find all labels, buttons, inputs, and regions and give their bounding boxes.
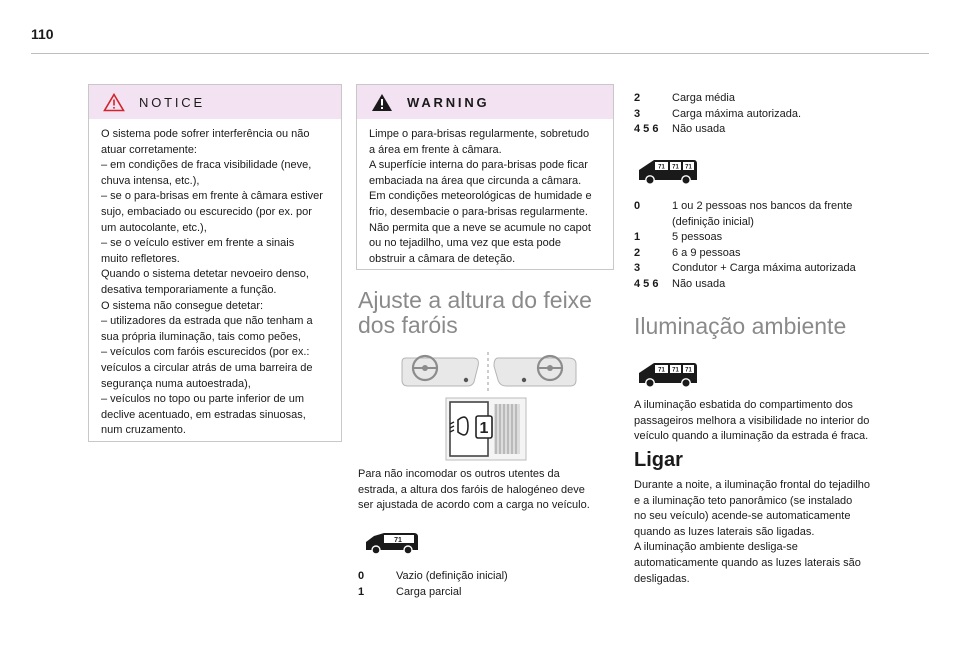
notice-line: declive acentuado, em estradas sinuosas,	[101, 408, 306, 421]
page-number: 110	[31, 26, 54, 42]
warning-line: frio, desembacie o para-brisas regularmente.	[369, 205, 588, 218]
headlamp-line: ser ajustada de acordo com a carga no veículo.	[358, 499, 590, 512]
notice-title: NOTICE	[139, 94, 205, 110]
right-steering-dashboard	[494, 356, 576, 386]
notice-line: Quando o sistema detetar nevoeiro denso,	[101, 268, 309, 281]
setting-key: 3	[634, 107, 641, 120]
minibus-icon	[636, 155, 700, 187]
switch-on-line: A iluminação ambiente desliga-se	[634, 541, 798, 554]
warning-line: obstruir a câmara de deteção.	[369, 252, 516, 265]
notice-line: segurança numa autoestrada),	[101, 377, 251, 390]
setting-value: 5 pessoas	[672, 231, 723, 244]
settings-list-b	[634, 199, 904, 293]
van-seat-label: 71	[685, 367, 692, 374]
switch-on-heading: Ligar	[634, 449, 683, 471]
setting-value: 6 a 9 pessoas	[672, 246, 741, 259]
switch-on-line: no seu veículo) acende-se automaticamente	[634, 510, 851, 523]
dashboard-illustration	[398, 346, 588, 462]
setting-value: Carga máxima autorizada.	[672, 107, 802, 120]
van-load-label: 71	[394, 537, 402, 544]
setting-value: Vazio (definição inicial)	[396, 570, 508, 582]
ambient-line: passageiros melhora a visibilidade no interior do	[634, 414, 870, 427]
warning-box	[356, 84, 614, 270]
notice-line: chuva intensa, etc.),	[101, 174, 200, 187]
setting-value: 1 ou 2 pessoas nos bancos da frente	[672, 200, 853, 212]
notice-line: – veículos com faróis escurecidos (por ex.:	[101, 346, 310, 359]
ambient-line: veículo quando a iluminação da estrada é fraca.	[634, 430, 869, 443]
setting-key: 0	[358, 570, 365, 582]
headlamp-height-dial	[446, 398, 526, 460]
van-seat-label: 71	[672, 164, 679, 171]
settings-list-a	[634, 91, 904, 138]
warning-line: embaciada na área que circunda a câmara.	[369, 174, 582, 187]
warning-line: a área em frente à câmara.	[369, 143, 502, 156]
switch-on-line: desligadas.	[634, 572, 690, 585]
notice-line: veículos a circular atrás de uma barreira de	[101, 361, 313, 374]
setting-key: 0	[634, 200, 641, 212]
notice-line: – se o para-brisas em frente à câmara estiver	[101, 190, 323, 203]
notice-line: desativa temporariamente a função.	[101, 283, 277, 296]
setting-value: Carga média	[672, 92, 735, 104]
setting-key: 2	[634, 92, 641, 104]
notice-line: sujo, embaciado ou escurecido (por ex. por	[101, 205, 312, 218]
notice-line: – veículos no topo ou parte inferior de um	[101, 393, 305, 406]
van-seat-label: 71	[685, 164, 692, 171]
notice-line: O sistema pode sofrer interferência ou não	[101, 128, 310, 140]
headlamp-heading	[358, 288, 618, 338]
warning-line: ou no tejadilho, uma vez que esta pode	[369, 237, 562, 250]
warning-triangle-icon	[371, 93, 393, 112]
notice-line: O sistema não consegue detetar:	[101, 299, 264, 312]
setting-value: Condutor + Carga máxima autorizada	[672, 262, 856, 275]
headlamp-line: Para não incomodar os outros utentes da	[358, 468, 560, 480]
van-seat-label: 71	[658, 164, 665, 171]
headlamp-text	[358, 467, 618, 514]
setting-value: (definição inicial)	[672, 215, 754, 228]
setting-key: 1	[634, 231, 641, 244]
notice-line: num cruzamento.	[101, 424, 186, 437]
ambient-text	[634, 398, 914, 445]
left-steering-dashboard	[402, 356, 478, 386]
notice-line: – utilizadores da estrada que não tenham a	[101, 315, 313, 328]
setting-key: 4 5 6	[634, 277, 659, 290]
setting-key: 4 5 6	[634, 123, 659, 136]
heading-line: Ajuste a altura do feixe	[358, 287, 592, 313]
notice-line: um autocolante, etc.),	[101, 221, 207, 234]
setting-key	[634, 215, 672, 231]
warning-text	[357, 119, 613, 275]
ambient-line: A iluminação esbatida do compartimento dos	[634, 399, 853, 411]
notice-line: muito refletores.	[101, 252, 180, 265]
switch-on-section	[634, 449, 914, 471]
switch-on-line: e a iluminação teto panorâmico (se instalado	[634, 494, 853, 507]
setting-key: 1	[358, 585, 365, 598]
warning-header	[357, 85, 613, 119]
setting-value: Carga parcial	[396, 585, 462, 598]
warning-line: Em condições meteorológicas de humidade e	[369, 190, 592, 203]
setting-value: Não usada	[672, 277, 726, 290]
notice-header	[89, 85, 341, 119]
setting-key: 3	[634, 262, 641, 275]
notice-text	[89, 119, 341, 447]
switch-on-line: automaticamente quando as luzes laterais são	[634, 556, 861, 569]
switch-on-text	[634, 478, 914, 587]
warning-line: Não permita que a neve se acumule no capot	[369, 221, 591, 234]
notice-line: sua própria iluminação, tais como peões,	[101, 330, 301, 343]
setting-key: 2	[634, 246, 641, 259]
notice-line: – se o veículo estiver em frente a sinais	[101, 237, 295, 250]
minibus-icon	[636, 358, 700, 390]
van-seat-label: 71	[658, 367, 665, 374]
notice-line: – em condições de fraca visibilidade (neve,	[101, 159, 312, 172]
headlamp-line: estrada, a altura dos faróis de halogéneo deve	[358, 483, 585, 496]
heading-line: dos faróis	[358, 312, 458, 338]
dial-ribs	[494, 404, 520, 454]
switch-on-line: quando as luzes laterais são ligadas.	[634, 525, 815, 538]
small-van-icon	[362, 528, 422, 556]
setting-value: Não usada	[672, 123, 726, 136]
ambient-section	[634, 314, 914, 339]
warning-title: WARNING	[407, 94, 490, 110]
warning-line: A superfície interna do para-brisas pode ficar	[369, 159, 588, 172]
warning-line: Limpe o para-brisas regularmente, sobretudo	[369, 128, 590, 140]
headlamp-settings-list	[358, 569, 618, 600]
dial-label: 1	[479, 420, 489, 437]
ambient-heading: Iluminação ambiente	[634, 313, 847, 339]
notice-line: atuar corretamente:	[101, 143, 197, 156]
caution-triangle-icon	[103, 93, 125, 112]
switch-on-line: Durante a noite, a iluminação frontal do tejadilho	[634, 479, 871, 491]
header-rule	[31, 53, 929, 54]
headlamp-section	[358, 288, 618, 338]
van-seat-label: 71	[672, 367, 679, 374]
notice-box	[88, 84, 342, 442]
